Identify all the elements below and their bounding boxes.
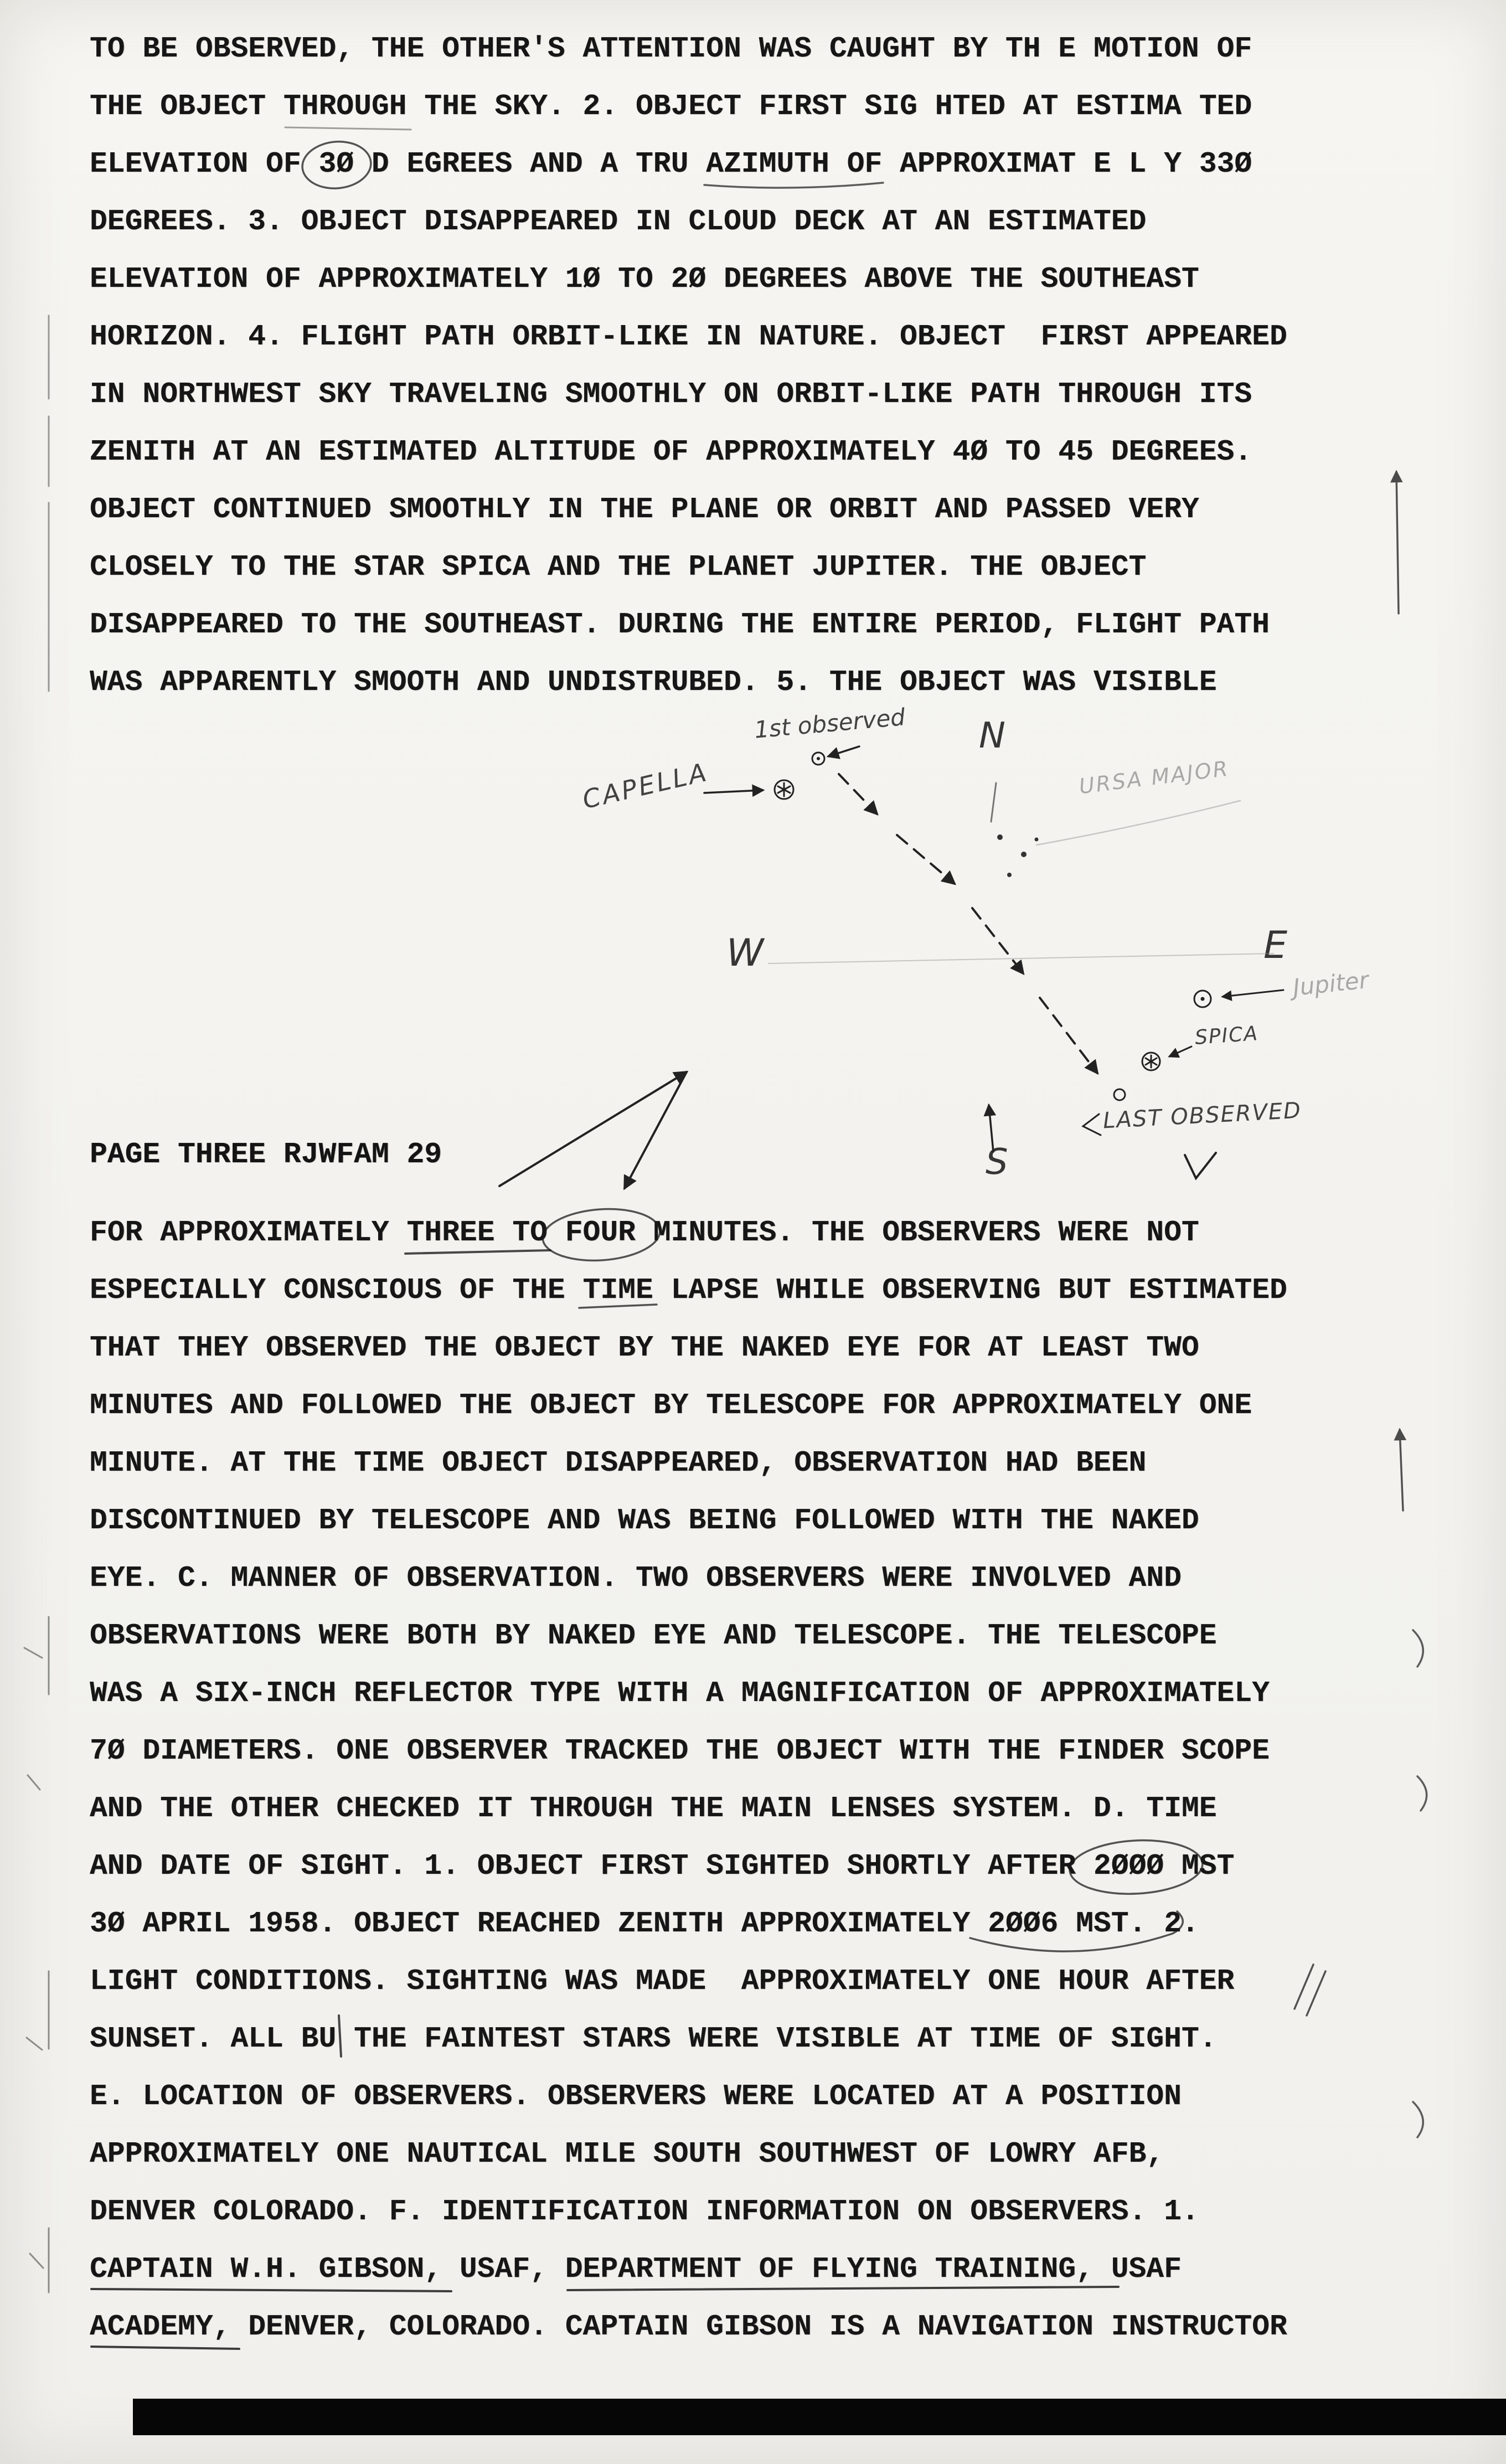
- right-margin-paren-marks: [1413, 1630, 1427, 2137]
- spica-star-asterisk: [1146, 1055, 1157, 1068]
- annotation-long-arrow-down: [625, 1072, 687, 1188]
- text-line: THAT THEY OBSERVED THE OBJECT BY THE NAKED EYE FOR AT LEAST TWO: [90, 1331, 1199, 1364]
- right-margin-arrow-2: [1400, 1430, 1403, 1511]
- compass-north-label: N: [979, 715, 1005, 756]
- paragraph-first: [90, 20, 1287, 711]
- spica-label: SPICA: [1194, 1022, 1260, 1049]
- compass-east-label: E: [1263, 924, 1287, 967]
- first-observed-arrow: [828, 746, 859, 756]
- jupiter-label: Jupiter: [1291, 966, 1370, 1002]
- last-observed-label: LAST OBSERVED: [1102, 1097, 1302, 1134]
- text-line: AND THE OTHER CHECKED IT THROUGH THE MAIN LENSES SYSTEM. D. TIME: [90, 1792, 1217, 1825]
- text-line: THE OBJECT THROUGH THE SKY. 2. OBJECT FIRST SIG HTED AT ESTIMA TED: [90, 90, 1252, 123]
- text-line: FOR APPROXIMATELY THREE TO FOUR MINUTES. THE OBSERVERS WERE NOT: [90, 1216, 1199, 1249]
- capella-star-circle: [775, 780, 793, 799]
- text-line: ELEVATION OF APPROXIMATELY 1Ø TO 2Ø DEGREES ABOVE THE SOUTHEAST: [90, 262, 1199, 296]
- text-line: APPROXIMATELY ONE NAUTICAL MILE SOUTH SOUTHWEST OF LOWRY AFB,: [90, 2137, 1164, 2171]
- diagram-check-mark: [1185, 1153, 1216, 1178]
- last-observed-pointer: [1083, 1114, 1101, 1135]
- text-line: 7Ø DIAMETERS. ONE OBSERVER TRACKED THE OBJECT WITH THE FINDER SCOPE: [90, 1734, 1270, 1767]
- ursa-major-pointer: [1036, 801, 1240, 845]
- ursa-major-stars: [997, 834, 1039, 877]
- text-line: SUNSET. ALL BU THE FAINTEST STARS WERE VISIBLE AT TIME OF SIGHT.: [90, 2022, 1217, 2055]
- text-line: DEGREES. 3. OBJECT DISAPPEARED IN CLOUD DECK AT AN ESTIMATED: [90, 205, 1147, 238]
- left-margin-marks-lower: [24, 1617, 49, 2292]
- text-line: WAS A SIX-INCH REFLECTOR TYPE WITH A MAGNIFICATION OF APPROXIMATELY: [90, 1677, 1270, 1710]
- text-line: DISAPPEARED TO THE SOUTHEAST. DURING THE ENTIRE PERIOD, FLIGHT PATH: [90, 608, 1270, 641]
- last-observed-marker: [1114, 1089, 1125, 1100]
- jupiter-arrow: [1223, 990, 1283, 997]
- text-line: TO BE OBSERVED, THE OTHER'S ATTENTION WAS CAUGHT BY TH E MOTION OF: [90, 32, 1252, 65]
- trajectory-line: [839, 774, 1097, 1073]
- first-observed-marker: [812, 752, 824, 765]
- capella-label: CAPELLA: [579, 756, 711, 815]
- right-margin-arrow-1: [1396, 472, 1399, 614]
- text-line: ESPECIALLY CONSCIOUS OF THE TIME LAPSE WHILE OBSERVING BUT ESTIMATED: [90, 1274, 1287, 1307]
- text-line: OBJECT CONTINUED SMOOTHLY IN THE PLANE OR ORBIT AND PASSED VERY: [90, 493, 1199, 526]
- text-line: IN NORTHWEST SKY TRAVELING SMOOTHLY ON ORBIT-LIKE PATH THROUGH ITS: [90, 378, 1252, 411]
- text-line: CLOSELY TO THE STAR SPICA AND THE PLANET JUPITER. THE OBJECT: [90, 550, 1147, 584]
- text-line: CAPTAIN W.H. GIBSON, USAF, DEPARTMENT OF FLYING TRAINING, USAF: [90, 2252, 1182, 2286]
- jupiter-marker-dot: [1201, 997, 1204, 1001]
- ursa-major-label: URSA MAJOR: [1077, 756, 1231, 799]
- capella-star-asterisk: [778, 783, 790, 796]
- right-margin-slash-marks: [1294, 1965, 1326, 2015]
- paragraph-second: [90, 1204, 1287, 2355]
- capella-arrow: [704, 790, 763, 793]
- compass-south-label: S: [986, 1142, 1008, 1183]
- text-line: EYE. C. MANNER OF OBSERVATION. TWO OBSERVERS WERE INVOLVED AND: [90, 1561, 1182, 1595]
- first-observed-marker-dot: [817, 757, 820, 760]
- text-line: WAS APPARENTLY SMOOTH AND UNDISTRUBED. 5. THE OBJECT WAS VISIBLE: [90, 666, 1217, 699]
- horizon-line: [769, 953, 1273, 963]
- text-line: E. LOCATION OF OBSERVERS. OBSERVERS WERE LOCATED AT A POSITION: [90, 2080, 1182, 2113]
- first-observed-label: 1st observed: [753, 703, 906, 744]
- text-line: LIGHT CONDITIONS. SIGHTING WAS MADE APPROXIMATELY ONE HOUR AFTER: [90, 1965, 1235, 1998]
- page-label: PAGE THREE RJWFAM 29: [90, 1138, 442, 1171]
- text-line: MINUTES AND FOLLOWED THE OBJECT BY TELESCOPE FOR APPROXIMATELY ONE: [90, 1389, 1252, 1422]
- text-line: AND DATE OF SIGHT. 1. OBJECT FIRST SIGHTED SHORTLY AFTER 2ØØØ MST: [90, 1849, 1235, 1883]
- text-line: 3Ø APRIL 1958. OBJECT REACHED ZENITH APPROXIMATELY 2ØØ6 MST. 2.: [90, 1907, 1199, 1940]
- annotation-long-arrow-up: [499, 1072, 687, 1186]
- text-line: ZENITH AT AN ESTIMATED ALTITUDE OF APPROXIMATELY 4Ø TO 45 DEGREES.: [90, 435, 1252, 468]
- redaction-bar: [133, 2399, 1506, 2435]
- spica-arrow: [1169, 1047, 1192, 1056]
- spica-star-circle: [1142, 1053, 1160, 1070]
- text-line: DENVER COLORADO. F. IDENTIFICATION INFORMATION ON OBSERVERS. 1.: [90, 2195, 1199, 2228]
- compass-west-label: W: [726, 931, 764, 975]
- north-tick: [991, 783, 996, 822]
- text-line: MINUTE. AT THE TIME OBJECT DISAPPEARED, OBSERVATION HAD BEEN: [90, 1446, 1147, 1480]
- text-line: ELEVATION OF 3Ø D EGREES AND A TRU AZIMUTH OF APPROXIMAT E L Y 33Ø: [90, 147, 1252, 181]
- text-line: OBSERVATIONS WERE BOTH BY NAKED EYE AND TELESCOPE. THE TELESCOPE: [90, 1619, 1217, 1652]
- text-line: DISCONTINUED BY TELESCOPE AND WAS BEING FOLLOWED WITH THE NAKED: [90, 1504, 1199, 1537]
- text-line: HORIZON. 4. FLIGHT PATH ORBIT-LIKE IN NATURE. OBJECT FIRST APPEARED: [90, 320, 1287, 353]
- jupiter-marker: [1194, 991, 1211, 1007]
- text-line: ACADEMY, DENVER, COLORADO. CAPTAIN GIBSON IS A NAVIGATION INSTRUCTOR: [90, 2310, 1287, 2343]
